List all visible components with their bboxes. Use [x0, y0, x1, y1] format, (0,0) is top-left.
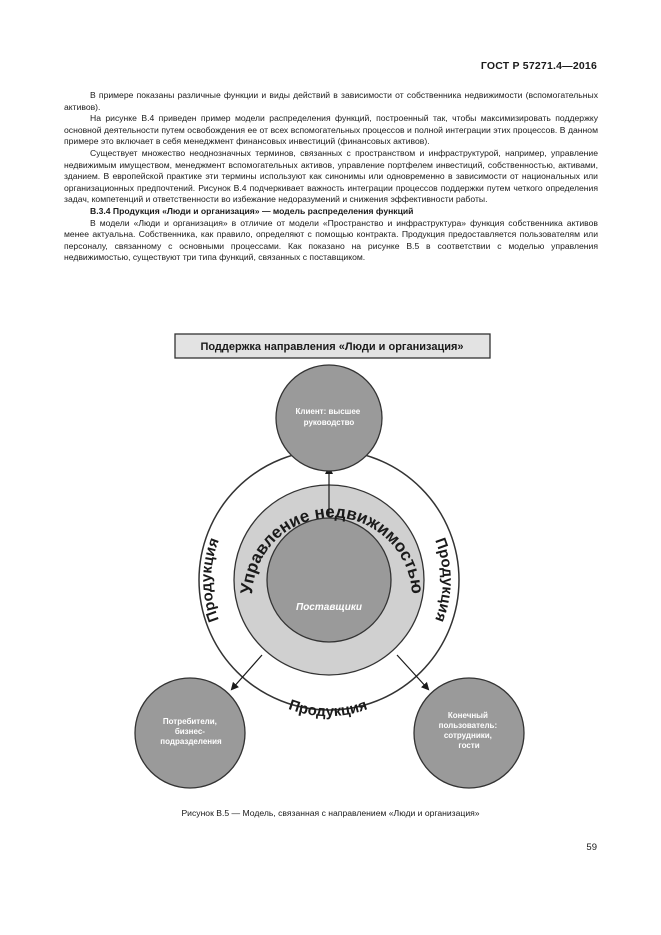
- diagram-title: Поддержка направления «Люди и организация»: [200, 341, 464, 353]
- figure-caption: Рисунок В.5 — Модель, связанная с направлением «Люди и организация»: [181, 808, 480, 818]
- client-label-line-2: руководство: [303, 418, 355, 427]
- paragraph-4: В модели «Люди и организация» в отличие от модели «Пространство и инфраструктура» функция собственника активов менее актуальна. Собственника, как правило, определяют с помощью контракта. Продукция предоставляется пользователям или персоналу, связанному с основными процессами. Как показано на рисунке В.5 в соответствии с моделью управления недвижимостью, существуют три типа функций, связанных с поставщиком.: [64, 217, 598, 263]
- page-number: 59: [586, 842, 597, 853]
- standard-code: ГОСТ Р 57271.4—2016: [480, 60, 597, 72]
- end-user-label-line-1: Конечный: [447, 711, 488, 720]
- ring-label-right: Продукция: [431, 535, 456, 625]
- management-ring-label: Управление недвижимостью: [236, 502, 428, 595]
- ring-label-bottom: Продукция: [286, 696, 370, 721]
- end-user-label-line-3: сотрудники,: [443, 731, 492, 740]
- people-organization-diagram: [0, 320, 661, 800]
- paragraph-3: Существует множество неоднозначных терминов, связанных с пространством и инфраструктурой, например, управление недвижимым имуществом, менеджмент вспомогательных активов, управление портфелем инвестиций, собственностью, активами, зданием. В европейской практике эти термины используют как синонимы или одновременно в зависимости от национальных или организационных предпочтений. Рисунок В.4 подчеркивает важность интеграции процессов поддержки путем четкого определения задач, компетенций и ответственности во избежание недоразумений и снижения эффективности работы.: [64, 147, 598, 205]
- suppliers-label: Поставщики: [296, 602, 362, 613]
- ring-label-left: Продукция: [198, 535, 223, 625]
- paragraph-2: На рисунке В.4 приведен пример модели распределения функций, построенный так, чтобы максимизировать поддержку основной деятельности путем освобождения ее от всех вспомогательных процессов и полной интеграции этих процессов. В данном примере это включает в себя менеджмент финансовых инвестиций (финансовых активов).: [64, 113, 598, 147]
- section-heading: В.3.4 Продукция «Люди и организация» — модель распределения функций: [90, 205, 414, 216]
- consumers-label-line-2: бизнес-: [174, 727, 205, 736]
- consumers-label-line-1: Потребители,: [162, 717, 217, 726]
- client-label-line-1: Клиент: высшее: [295, 407, 361, 416]
- paragraph-1: В примере показаны различные функции и виды действий в зависимости от собственника недвижимости (вспомогательных активов).: [64, 90, 598, 112]
- consumers-label-line-3: подразделения: [160, 737, 222, 746]
- body-text: [64, 90, 598, 264]
- end-user-label-line-4: гости: [458, 741, 480, 750]
- end-user-label-line-2: пользователь:: [438, 721, 498, 730]
